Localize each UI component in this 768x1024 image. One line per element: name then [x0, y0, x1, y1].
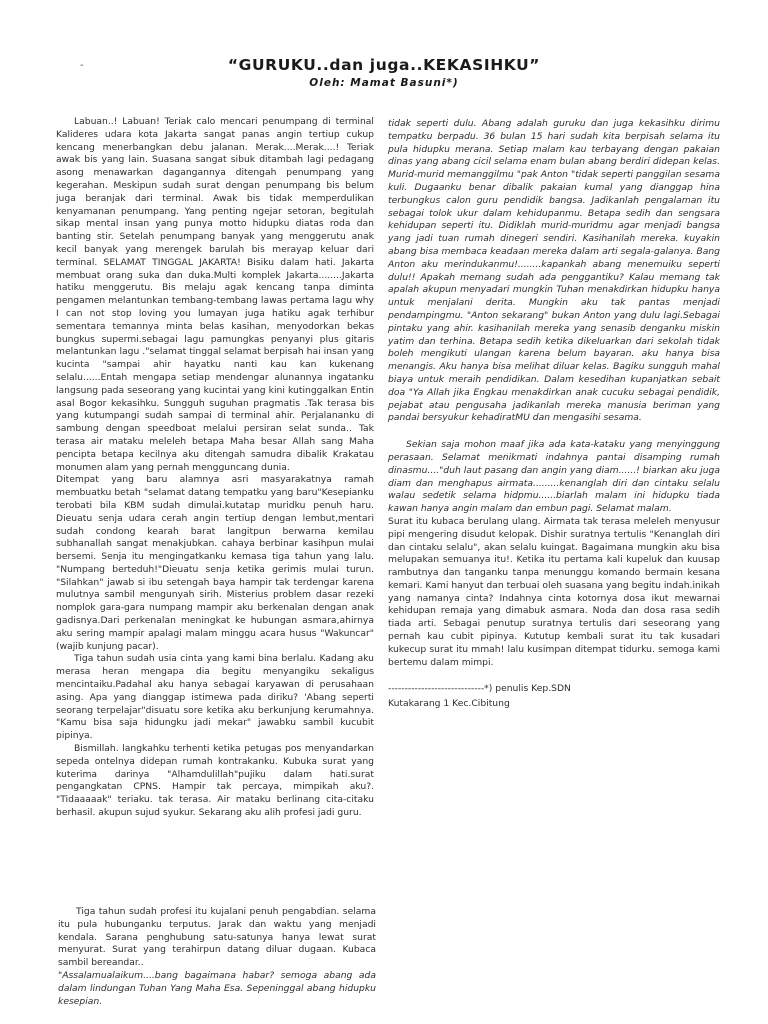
- paragraph: Sekian saja mohon maaf jika ada kata-kataku yang menyinggung perasaan. Selamat menikmati indahnya pantai disamping rumah dinasmu...."duh laut pasang dan angin yang diam......! biarkan aku juga diam dan menghapus airmata.........kenanglah diri dan cintaku selalu walau sedetik selama hidpmu......biarlah malam ini hidupku tiada kawan hanya angin malam dan embun pagi. Selamat malam.: [388, 439, 720, 515]
- left-bottom-column: [58, 906, 376, 1008]
- paragraph: Labuan..! Labuan! Teriak calo mencari penumpang di terminal Kalideres udara kota Jakarta sangat panas angin tertiup cukup kencang menerbangkan debu jalanan. Merak....Merak....! Teriak awak bis yang lain. Suasana sangat sibuk ditambah lagi pedagang asong menawarkan dagangannya ditengah penumpang yang kegerahan. Meskipun sudah surat dengan penumpang bis belum juga beranjak dari terminal. Awak bis tidak memperdulikan kenyamanan penumpang. Yang penting ngejar setoran, begitulah sikap mental insan yang punya motto hidupku diatas roda dan banting stir. Setelah penumpang banyak yang menggerutu anak kecil banyak yang merengek barulah bis merayap keluar dari terminal. SELAMAT TINGGAL JAKARTA! Bisiku dalam hati. Jakarta membuat orang suka dan duka.Multi komplek Jakarta........Jakarta hatiku menggerutu. Bis melaju agak kencang tanpa diminta pengamen melantunkan tembang-tembang lawas pertama lagu why I can not stop loving you lumayan juga hatiku agak terhibur sementara temannya minta belas kasihan, menyodorkan bekas bungkus supermi.sebagai lagu pamungkas penyanyi plus gitaris melantunkan lagu ."selamat tinggal selamat berpisah hai insan yang kucinta "sampai ahir hayatku nanti kau kan kukenang selalu......Entah mengapa setiap mendengar alunannya ingatanku langsung pada seseorang yang kucintai yang kini kutinggalkan Entin asal Bogor kekasihku. Sungguh suguhan pragmatis .Tak terasa bis yang kutumpangi sudah sampai di terminal ahir. Perjalananku di sambung dengan speedboat melalui persiran selat sunda.. Tak terasa air mataku meleleh betapa Maha besar Allah sang Maha pencipta betapa kecilnya aku ditengah samudra dibalik Krakatau monumen alam yang pernah mengguncang dunia.: [56, 116, 374, 473]
- header-dash: -: [80, 60, 84, 71]
- paragraph: tidak seperti dulu. Abang adalah guruku dan juga kekasihku dirimu tempatku berpadu. 36 bulan 15 hari sudah kita berpisah selama itu pula hidupku merana. Setiap malam kau terbayang dengan pakaian dinas yang abang cicil selama enam bulan abang berdiri didepan kelas. Murid-murid memanggilmu "pak Anton "tidak seperti panggilan sesama kuli. Dugaanku benar dibalik pakaian kumal yang dianggap hina terbungkus calon guru pendidik bangsa. Jadikanlah pengalaman itu sebagai tolok ukur dalam kehidupanmu. Betapa sedih dan sengsara kehidupan seperti itu. Didiklah murid-muridmu agar menjadi bangsa yang jadi tuan rumah dinegeri sendiri. Kasihanilah mereka. kuyakin abang bisa membaca keadaan mereka dalam arti segala-galanya. Bang Anton aku merindukanmu!........kapankah abang menemuiku seperti dulu!! Apakah memang sudah ada penggantiku? Kalau memang tak apalah akupun menyadari mungkin Tuhan menakdirkan hidupku hanya untuk menjalani derita. Mungkin aku tak pantas menjadi pendampingmu. "Anton sekarang" bukan Anton yang dulu lagi.Sebagai pintaku yang ahir. kasihanilah mereka yang senasib denganku miskin yatim dan terhina. Betapa sedih ketika dikeluarkan dari sekolah tidak boleh mengikuti ulangan karena belum bayaran. aku hanya bisa menangis. Aku hanya bisa melihat diluar kelas. Bagiku sungguh mahal biaya untuk meraih pendidikan. Dalam kesedihan kupanjatkan sebait doa "Ya Allah jika Engkau menakdirkan anak cucuku sebagai pendidik, pejabat atau pengusaha jadikanlah mereka manusia beriman yang pandai bersyukur kehadiratMU dan mengasihi sesama.: [388, 118, 720, 424]
- article-byline: Oleh: Mamat Basuni*): [309, 77, 459, 89]
- paragraph: Surat itu kubaca berulang ulang. Airmata tak terasa meleleh menyusur pipi mengering disudut kelopak. Dishir suratnya tertulis "Kenanglah diri dan cintaku selalu", akan selalu kuingat. Bagaimana mungkin aku bisa melupakan semuanya itu!. Ketika itu pertama kali kupeluk dan kuusap rambutnya dan tanganku tanpa menunggu komando bermain kesana kemari. Kami hanyut dan terbuai oleh suasana yang begitu indah.inikah yang namanya cinta? Indahnya cinta kotornya dosa ikut mewarnai kehidupan remaja yang dimabuk asmara. Noda dan dosa rasa sedih tiada arti. Sebagai penutup suratnya tertulis dari seseorang yang pernah kau cubit pipinya. Kututup kembali surat itu tak kusadari kukecup surat itu mmah! lalu kusimpan ditempat tidurku. semoga kami bertemu dalam mimpi.: [388, 515, 720, 668]
- author-signature: -----------------------------*) penulis Kep.SDN: [388, 683, 571, 695]
- article-title: “GURUKU..dan juga..KEKASIHKU”: [227, 56, 541, 74]
- author-affiliation: Kutakarang 1 Kec.Cibitung: [388, 698, 510, 710]
- paragraph: Bismillah. langkahku terhenti ketika petugas pos menyandarkan sepeda ontelnya didepan rumah kontrakanku. Kubuka surat yang kuterima darinya "Alhamdulillah"pujiku dalam hati.surat pengangkatan CPNS. Hampir tak percaya, mimpikah aku?. "Tidaaaaak" teriaku. tak terasa. Air mataku berlinang cita-citaku berhasil. akupun sujud syukur. Sekarang aku alih profesi jadi guru.: [56, 743, 374, 819]
- left-column: [56, 116, 374, 820]
- paragraph: Tiga tahun sudah profesi itu kujalani penuh pengabdian. selama itu pula hubunganku terputus. Jarak dan waktu yang menjadi kendala. Sarana penghubung satu-satunya hanya lewat surat menyurat. Surat yang terahirpun datang diluar dugaan. Kubaca sambil bereandar..: [58, 906, 376, 969]
- paragraph: Tiga tahun sudah usia cinta yang kami bina berlalu. Kadang aku merasa heran mengapa dia begitu menyangiku sekaligus mencintaiku.Padahal aku hanya sebagai karyawan di perusahaan asing. Apa yang dianggap istimewa pada diriku? 'Abang seperti seorang terpelajar"disuatu sore ketika aku berkunjung kerumahnya. "Kamu bisa saja hidungku jadi mekar" jawabku sambil kucubit pipinya.: [56, 653, 374, 742]
- right-column: [388, 118, 720, 711]
- paragraph: Ditempat yang baru alamnya asri masyarakatnya ramah membuatku betah "selamat datang tempatku yang baru"Kesepianku terobati bila KBM sudah dimulai.kutatap muridku penuh haru. Dieuatu senja udara cerah angin tertiup dengan lembut,mentari sudah condong kearah barat langitpun berwarna kemilau subhanallah sangat menakjubkan. cahaya berbinar kasihpun mulai bersemi. Senja itu mengingatkanku kemasa tiga tahun yang lalu. "Numpang berteduh!"Dieuatu senja ketika gerimis mulai turun. "Silahkan" jawab si ibu setengah baya hampir tak terdengar karena mulutnya sambil mengunyah sirih. Misterius problem dasar rezeki nomplok gara-gara numpang mampir aku berkenalan dengan anak gadisnya.Dari perkenalan meningkat ke hubungan asmara,ahirnya aku sering mampir apalagi malam minggu acara husus "Wakuncar"(wajib kunjung pacar).: [56, 474, 374, 652]
- paragraph: "Assalamualaikum....bang bagaimana habar? semoga abang ada dalam lindungan Tuhan Yang Maha Esa. Sepeninggal abang hidupku kesepian.: [58, 969, 376, 1007]
